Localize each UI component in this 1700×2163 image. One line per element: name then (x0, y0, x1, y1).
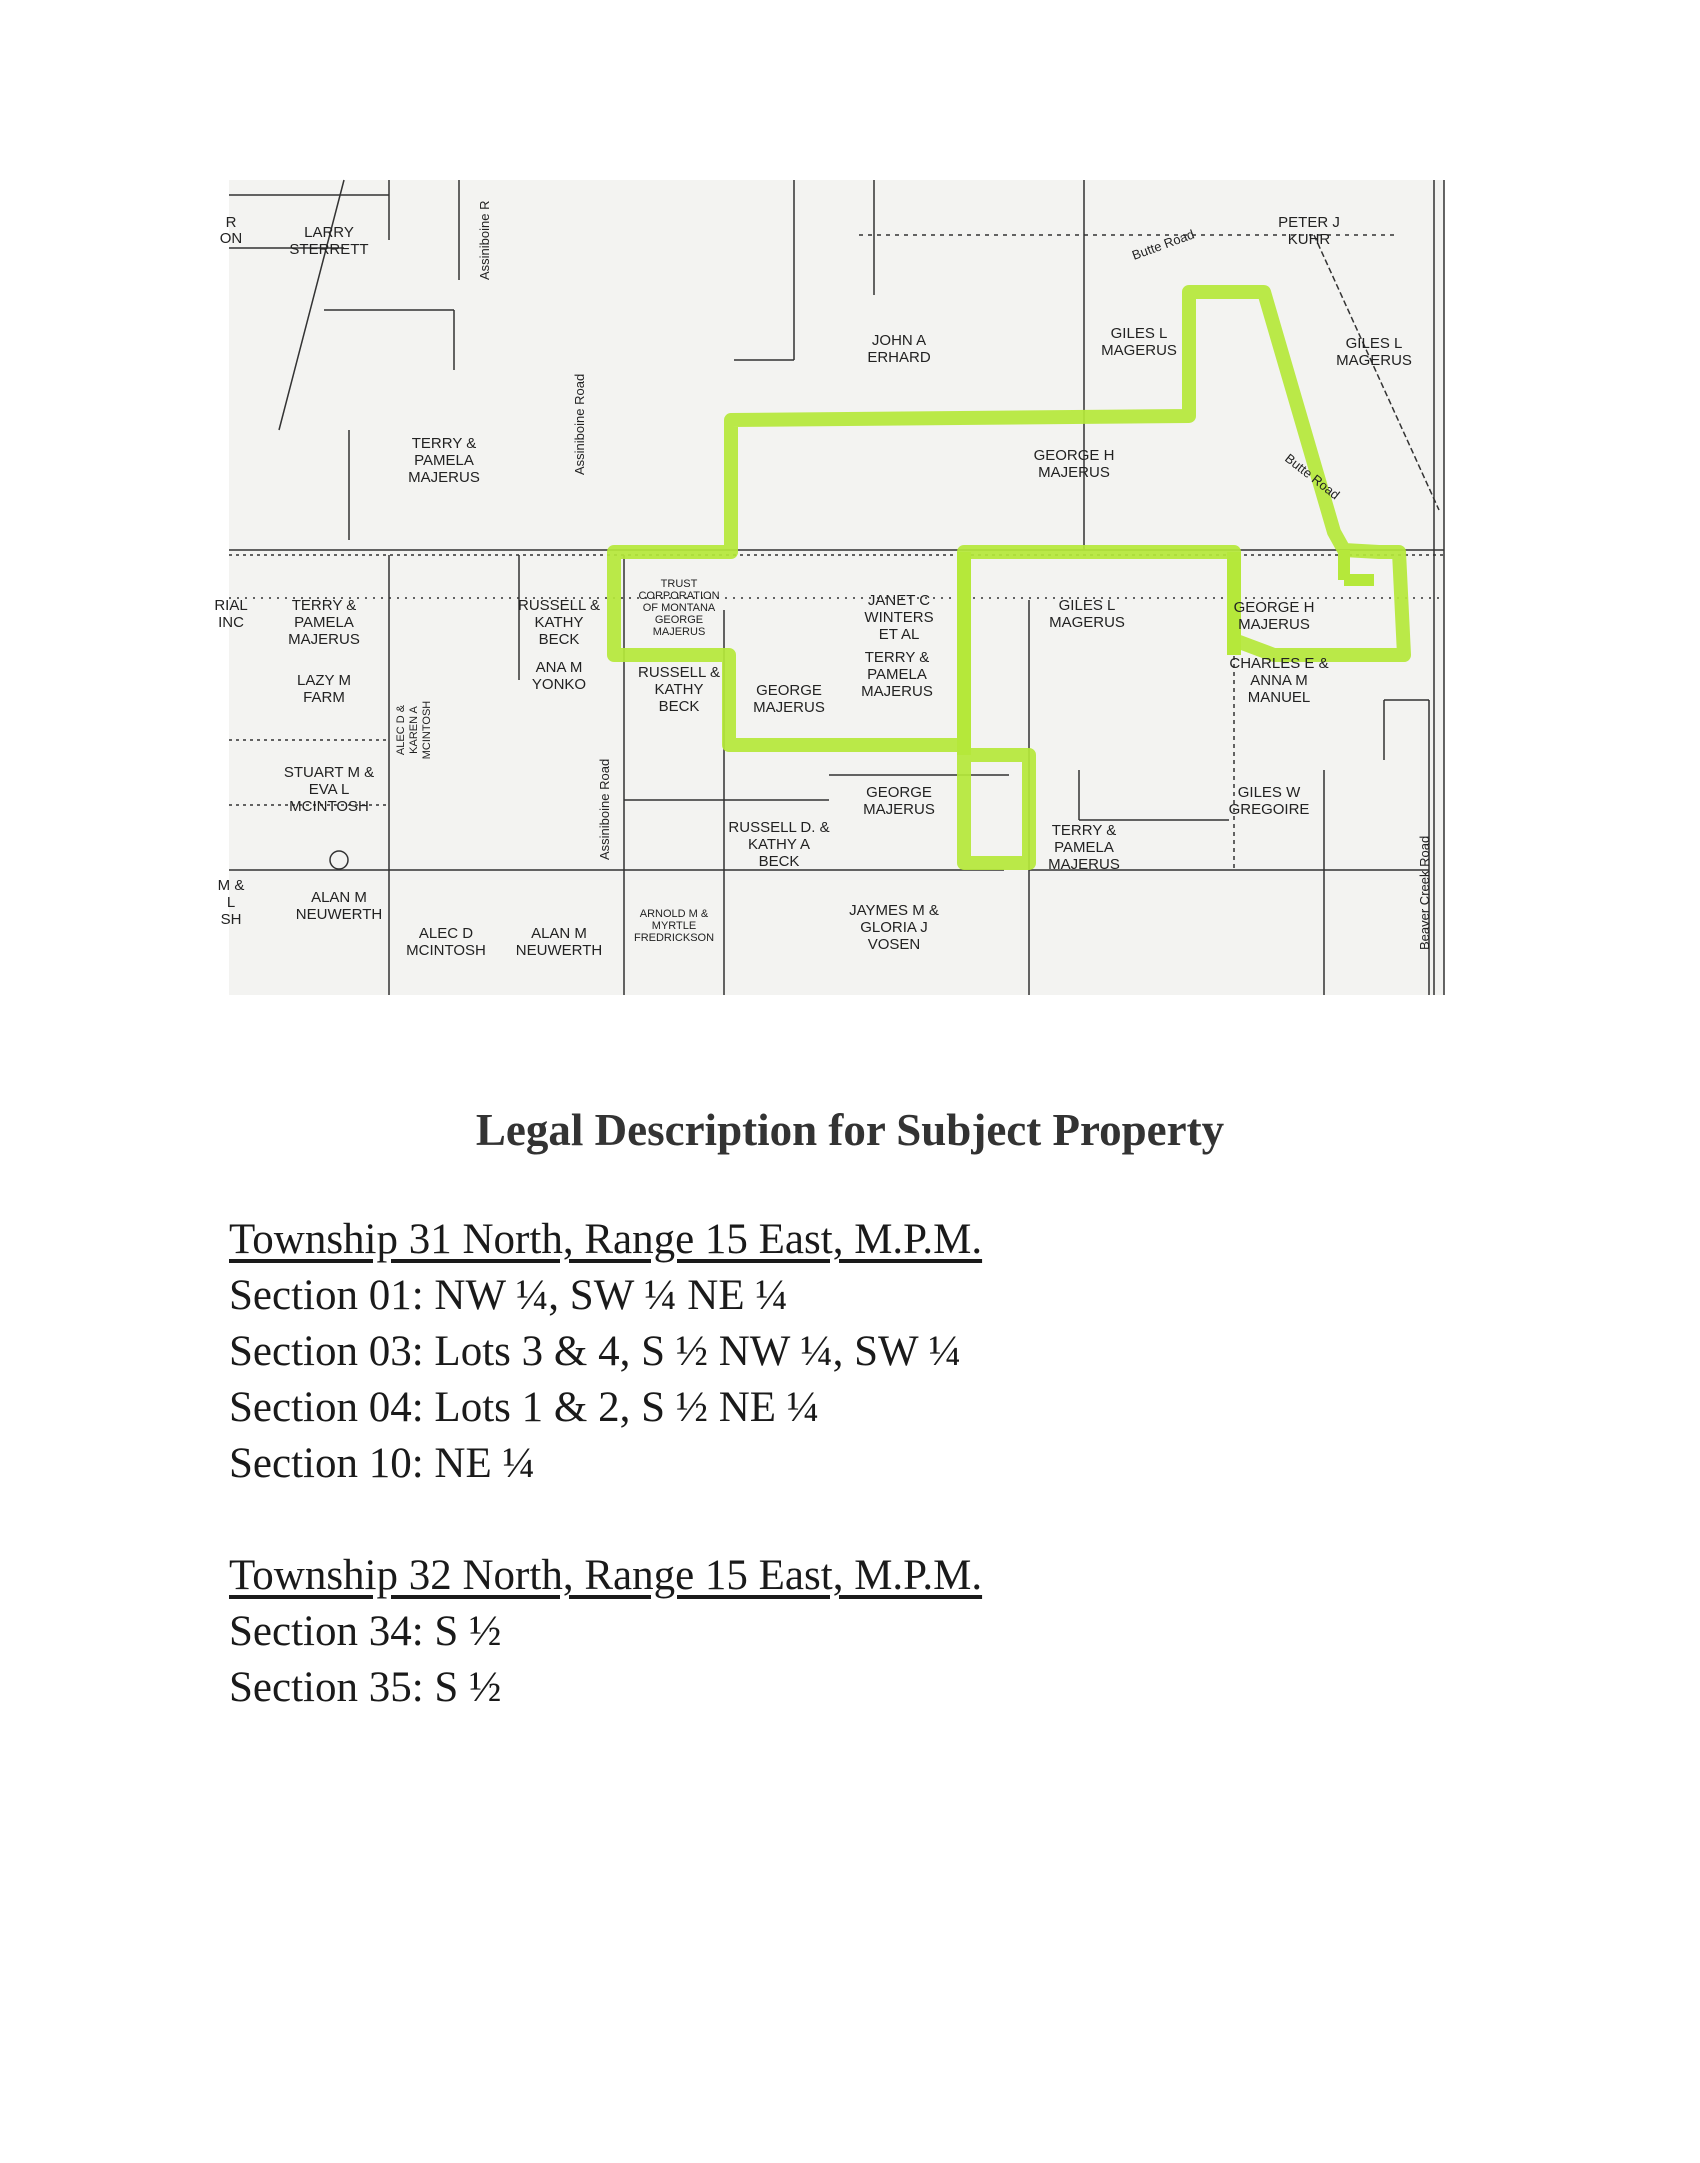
svg-text:L: L (226, 894, 236, 911)
owner-label: TERRY & PAMELA MAJERUS (408, 435, 480, 486)
owner-label: LAZY M FARM (297, 672, 351, 706)
section-line: Section 03: Lots 3 & 4, S ½ NW ¼, SW ¼ (229, 1328, 961, 1375)
svg-text:Assiniboine Road: Assiniboine Road (572, 373, 587, 475)
vertical-owner-label (395, 701, 433, 760)
svg-text:Assiniboine Road: Assiniboine Road (597, 758, 612, 860)
svg-text:Butte Road: Butte Road (1282, 450, 1343, 503)
owner-label: GILES L MAGERUS (1049, 597, 1125, 631)
owner-label: ALAN M NEUWERTH (515, 925, 603, 959)
owner-label: JOHN A ERHARD (867, 332, 931, 366)
svg-text:INC: INC (218, 614, 244, 631)
township-31-block (229, 1212, 982, 1492)
owner-label: ANA M YONKO (531, 659, 587, 693)
owner-label: TERRY & PAMELA MAJERUS (1048, 822, 1120, 873)
owner-label: GILES W GREGOIRE (1228, 784, 1310, 818)
owner-label: ALEC D MCINTOSH (406, 925, 486, 959)
owner-label: RUSSELL D. & KATHY A BECK (728, 819, 830, 870)
svg-text:RIAL: RIAL (214, 597, 248, 614)
section-line: Section 35: S ½ (229, 1664, 502, 1711)
svg-text:Butte Road: Butte Road (1129, 226, 1197, 263)
document-title: Legal Description for Subject Property (475, 1105, 1225, 1155)
owner-label: TERRY & PAMELA MAJERUS (288, 597, 360, 648)
svg-text:ALEC D &KAREN AMCINTOSH: ALEC D &KAREN AMCINTOSH (395, 700, 433, 760)
svg-text:R: R (225, 214, 237, 231)
owner-label: ARNOLD M & MYRTLE FREDRICKSON (633, 908, 715, 944)
owner-label: GEORGE MAJERUS (753, 682, 825, 716)
owner-label: TRUST CORPORATION OF MONTANA GEORGE MAJERUS (638, 578, 720, 638)
owner-label: LARRY STERRETT (289, 224, 369, 258)
svg-text:SH: SH (220, 911, 242, 928)
section-line: Section 04: Lots 1 & 2, S ½ NE ¼ (229, 1384, 820, 1431)
svg-text:Beaver Creek Road: Beaver Creek Road (1417, 835, 1432, 950)
section-line: Section 10: NE ¼ (229, 1440, 535, 1487)
owner-label: JAYMES M & GLORIA J VOSEN (849, 902, 939, 953)
owner-label: GEORGE H MAJERUS (1233, 599, 1315, 633)
section-line: Section 34: S ½ (229, 1608, 502, 1655)
owner-label: TERRY & PAMELA MAJERUS (861, 649, 933, 700)
svg-text:ON: ON (219, 230, 243, 247)
section-line: Section 01: NW ¼, SW ¼ NE ¼ (229, 1272, 788, 1319)
owner-label: CHARLES E & ANNA M MANUEL (1229, 655, 1329, 706)
svg-text:Assiniboine R: Assiniboine R (477, 200, 492, 280)
owner-label: GILES L MAGERUS (1336, 335, 1412, 369)
owner-label: JANET C WINTERS ET AL (864, 592, 934, 643)
township-header: Township 31 North, Range 15 East, M.P.M. (229, 1216, 983, 1263)
owner-label: GEORGE H MAJERUS (1033, 447, 1115, 481)
owner-label: GILES L MAGERUS (1101, 325, 1177, 359)
township-32-block (229, 1548, 982, 1716)
owner-label: GEORGE MAJERUS (863, 784, 935, 818)
township-header: Township 32 North, Range 15 East, M.P.M. (229, 1552, 983, 1599)
owner-label: RUSSELL & KATHY BECK (638, 664, 720, 715)
ownership-map (214, 180, 1444, 995)
owner-label: ALAN M NEUWERTH (295, 889, 383, 923)
owner-label: RUSSELL & KATHY BECK (518, 597, 600, 648)
owner-label: PETER J KUHR (1278, 214, 1340, 248)
owner-label: STUART M & EVA L MCINTOSH (283, 764, 375, 815)
svg-text:M &: M & (217, 877, 245, 894)
